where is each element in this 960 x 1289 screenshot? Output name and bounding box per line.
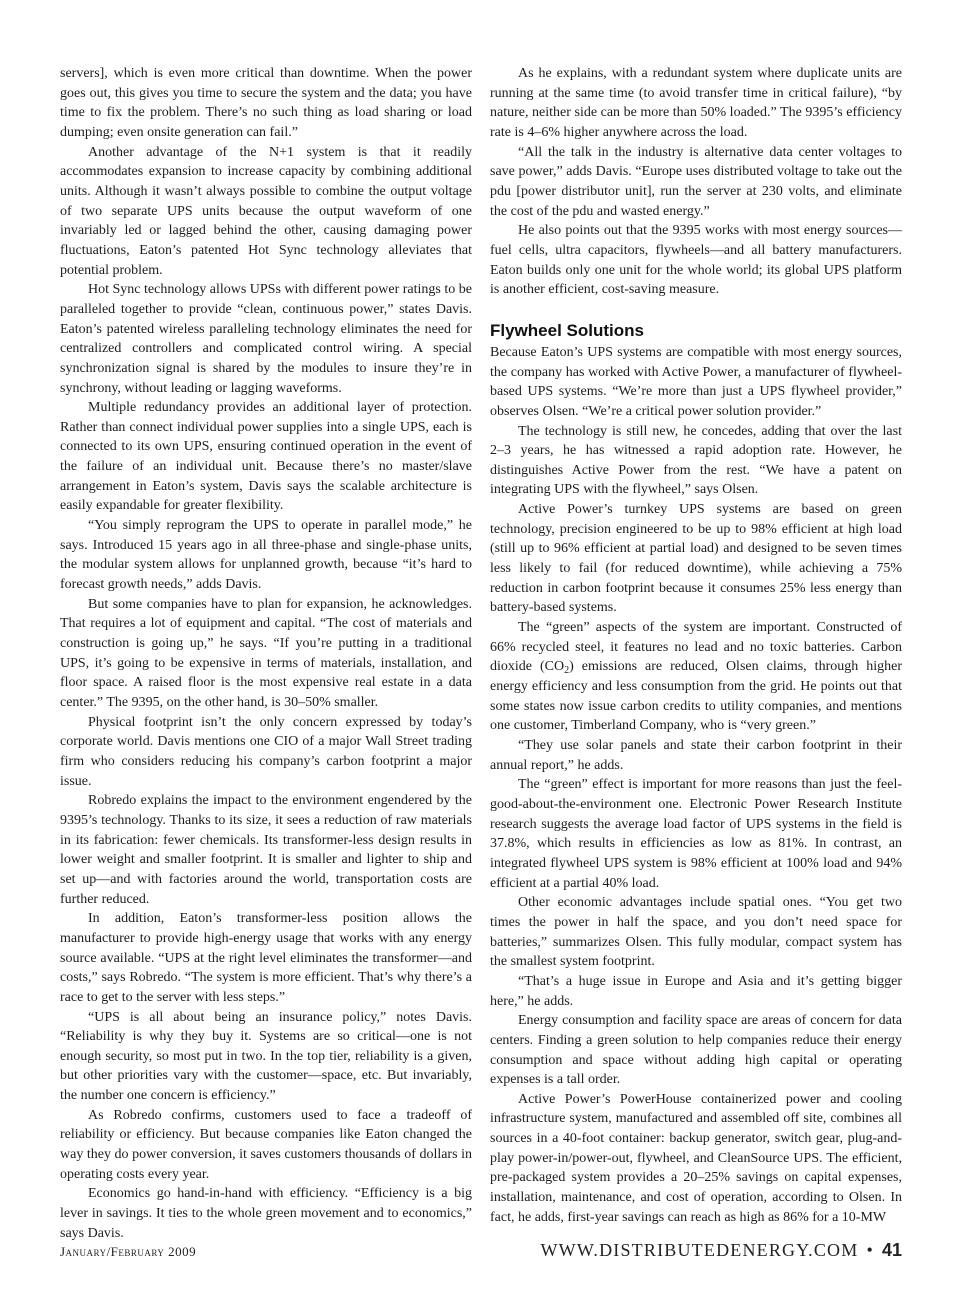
paragraph: Multiple redundancy provides an additional layer of protection. Rather than connect individual power supplies into a single UPS, each is connected to its own UPS, ensuring continued operation in the event of the failure of an individual unit. Because there’s no master/slave arrangement in Eaton’s system, Davis says the scalable architecture is easily expandable for greater flexibility. (60, 400, 472, 514)
paragraph: Energy consumption and facility space are areas of concern for data centers. Finding a green solution to help companies reduce their energy consumption and space without adding high capital or operating expenses is a tall order. (490, 1013, 902, 1088)
paragraph: He also points out that the 9395 works with most energy sources—fuel cells, ultra capacitors, flywheels—and all battery manufacturers. Eaton builds only one unit for the whole world; its global UPS platform is another efficient, cost-saving measure. (490, 223, 902, 298)
paragraph: Other economic advantages include spatial ones. “You get two times the power in half the space, and you don’t need space for batteries,” summarizes Olsen. This fully modular, compact system has the smallest system footprint. (490, 895, 902, 970)
paragraph: “You simply reprogram the UPS to operate in parallel mode,” he says. Introduced 15 years ago in all three-phase and single-phase units, the modular system allows for unplanned growth, because “it’s hard to forecast growth needs,” adds Davis. (60, 518, 472, 593)
paragraph: The technology is still new, he concedes, adding that over the last 2–3 years, he has witnessed a rapid adoption rate. However, he distinguishes Active Power from the rest. “We have a patent on integrating UPS with the flywheel,” says Olsen. (490, 423, 902, 498)
paragraph: “All the talk in the industry is alternative data center voltages to save power,” adds Davis. “Europe uses distributed voltage to take out the pdu [power distributor unit], run the server at 230 volts, and eliminate the cost of the pdu and wasted energy.” (490, 144, 902, 219)
bullet-separator: • (866, 1240, 874, 1260)
page-number: 41 (881, 1240, 902, 1260)
paragraph: As he explains, with a redundant system where duplicate units are running at the same time (to avoid transfer time in critical failure), “by nature, neither side can be more than 50% loaded.” The 9395’s efficiency rate is 4–6% higher anywhere across the load. (490, 66, 902, 140)
footer-right (540, 1240, 902, 1261)
paragraph: Robredo explains the impact to the environment engendered by the 9395’s technology. Thanks to its size, it sees a reduction of raw materials in its fabrication: fewer chemicals. Its transformer-less design results in lower weight and smaller footprint. It is smaller and lighter to ship and set up—and with factories around the world, transportation costs are further reduced. (60, 793, 472, 907)
paragraph: Another advantage of the N+1 system is that it readily accommodates expansion to increase capacity by combining additional units. Although it wasn’t always possible to combine the output voltage of two separate UPS units because the output waveform of one invariably led or lagged behind the other, causing damaging power fluctuations, Eaton’s patented Hot Sync technology alleviates that potential problem. (60, 144, 472, 278)
paragraph: Because Eaton’s UPS systems are compatible with most energy sources, the company has worked with Active Power, a manufacturer of flywheel-based UPS systems. “We’re more than just a UPS flywheel provider,” observes Olsen. “We’re a critical power solution provider.” (490, 344, 902, 419)
issue-date: January/February 2009 (60, 1244, 197, 1259)
page-footer (60, 1240, 902, 1264)
paragraph: Active Power’s turnkey UPS systems are based on green technology, precision engineered to be up to 98% efficient at high load (still up to 96% efficient at partial load) and designed to be seven times less likely to fail (for reduced downtime), while achieving a 75% reduction in carbon footprint because it consumes 25% less energy than battery-based systems. (490, 502, 902, 616)
website-url: WWW.DISTRIBUTEDENERGY.COM (540, 1240, 859, 1260)
right-column (490, 64, 902, 1227)
paragraph: In addition, Eaton’s transformer-less position allows the manufacturer to provide high-energy usage that works with any energy source available. “UPS at the right level eliminates the transformer—and costs,” says Robredo. “The system is more efficient. That’s why there’s a race to get to the server with less steps.” (60, 911, 472, 1005)
paragraph: “They use solar panels and state their carbon footprint in their annual report,” he adds. (490, 738, 902, 773)
co2-subscript: 2 (564, 665, 570, 677)
paragraph: Active Power’s PowerHouse containerized power and cooling infrastructure system, manufactured and assembled off site, combines all sources in a 40-foot container: backup generator, switch gear, plug-and-play power-in/power-out, flywheel, and CleanSource UPS. The efficient, pre-packaged system provides a 20–25% savings on capital expenses, installation, maintenance, and cost of operation, according to Olsen. In fact, he adds, first-year savings can reach as high as 86% for a 10-MW (490, 1091, 902, 1225)
paragraph: Physical footprint isn’t the only concern expressed by today’s corporate world. Davis mentions one CIO of a major Wall Street trading firm who considers reducing his company’s carbon footprint a major issue. (60, 714, 472, 789)
paragraph: As Robredo confirms, customers used to face a tradeoff of reliability or efficiency. But because companies like Eaton changed the way they do power conversion, it saves customers thousands of dollars in operating costs every year. (60, 1107, 472, 1182)
co2-text-after: ) emissions are reduced, Olsen claims, through higher energy efficiency and less consumption from the grid. He points out that some states now issue carbon credits to utility companies, and mentions one customer, Timberland Company, who is “very green.” (490, 659, 903, 734)
paragraph: “That’s a huge issue in Europe and Asia and it’s getting bigger here,” he adds. (490, 973, 902, 1009)
left-column (60, 64, 472, 1243)
paragraph: Hot Sync technology allows UPSs with different power ratings to be paralleled together to provide “clean, continuous power,” states Davis. Eaton’s patented wireless paralleling technology eliminates the need for centralized controllers and complicated control wiring. A special synchronization signal is shared by the modules to insure they’re in synchrony, without leading or lagging waveforms. (60, 282, 472, 396)
paragraph: “UPS is all about being an insurance policy,” notes Davis. “Reliability is why they buy it. Systems are so critical—one is not enough security, so most put in two. In the top tier, reliability is a given, but other priorities vary with the customer—space, etc. But invariably, the number one concern is efficiency.” (60, 1009, 472, 1104)
paragraph: Economics go hand-in-hand with efficiency. “Efficiency is a big lever in savings. It ties to the whole green movement and to economics,” says Davis. (60, 1186, 472, 1241)
co2-paragraph (490, 618, 902, 736)
paragraph: servers], which is even more critical than downtime. When the power goes out, this gives you time to secure the system and the data; you have time to fix the problem. There’s no such thing as load sharing or load dumping; even onsite generation can fail.” (60, 66, 472, 140)
section-heading: Flywheel Solutions (490, 320, 644, 340)
co2-text-before: The “green” aspects of the system are important. Constructed of 66% recycled steel, it features no lead and no toxic batteries. Carbon dioxide (CO (490, 620, 902, 675)
paragraph: But some companies have to plan for expansion, he acknowledges. That requires a lot of equipment and capital. “The cost of materials and construction is going up,” he says. “If you’re putting in a traditional UPS, it’s going to be expensive in terms of materials, installation, and floor space. A raised floor is the most expensive real estate in a data center.” The 9395, on the other hand, is 30–50% smaller. (60, 596, 472, 710)
paragraph: The “green” effect is important for more reasons than just the feel-good-about-the-environment one. Electronic Power Research Institute research suggests the average load factor of UPS systems in the field is 37.8%, which results in efficiencies as low as 81%. In contrast, an integrated flywheel UPS system is 98% efficient at 100% load and 94% efficient at a partial 40% load. (490, 777, 902, 891)
